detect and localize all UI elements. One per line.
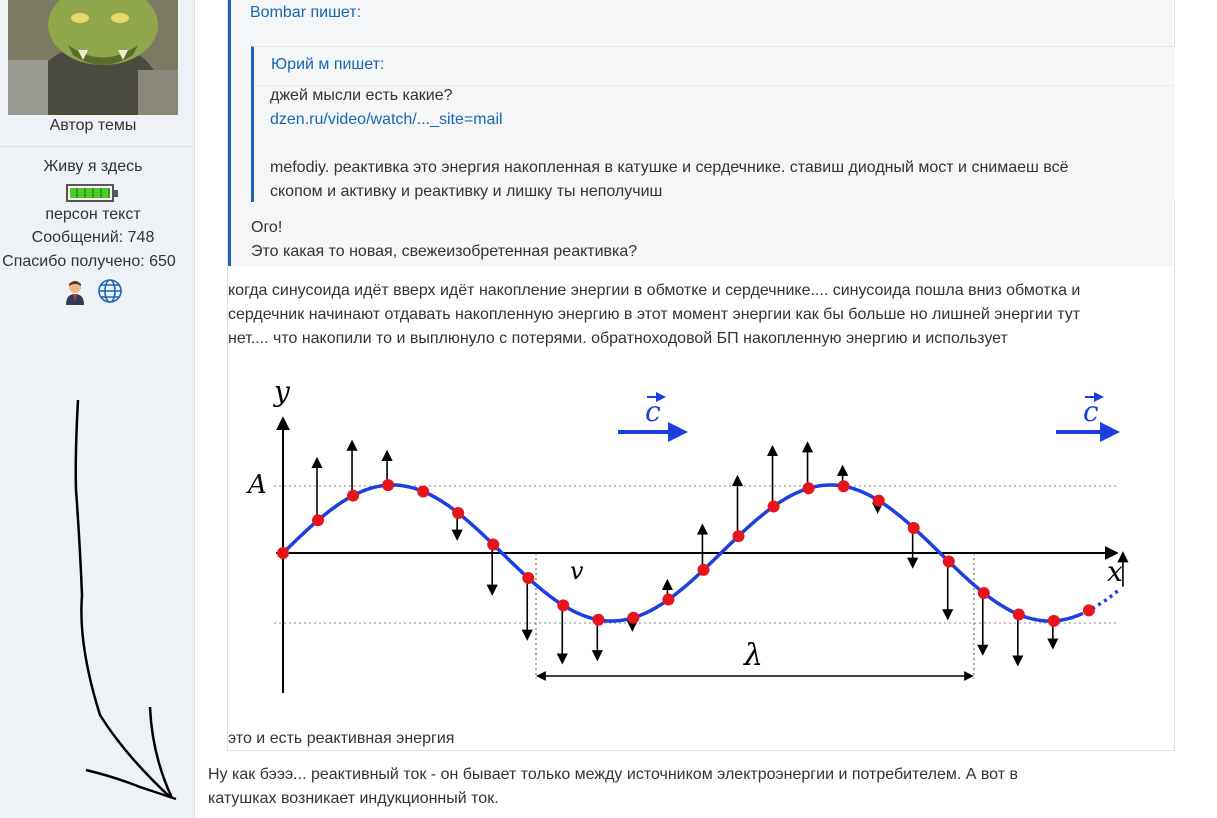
wave-point bbox=[1083, 604, 1095, 616]
wave-point bbox=[557, 599, 569, 611]
thanks-count: Спасибо получено: 650 bbox=[2, 253, 176, 270]
wave-point bbox=[1013, 609, 1025, 621]
reply-line: катушках возникает индукционный ток. bbox=[208, 790, 499, 807]
avatar[interactable] bbox=[8, 0, 178, 115]
wave-diagram[interactable] bbox=[234, 349, 1150, 725]
quote-container bbox=[227, 0, 1175, 751]
axes bbox=[274, 419, 1118, 693]
divider bbox=[0, 146, 194, 147]
wave-point bbox=[452, 507, 464, 519]
post-content bbox=[196, 0, 1217, 818]
quote-author[interactable]: Bombar пишет: bbox=[250, 4, 362, 21]
video-link[interactable]: dzen.ru/video/watch/..._site=mail bbox=[270, 111, 503, 128]
wave-point bbox=[733, 530, 745, 542]
post-text: нет.... что накопили то и выплюнуло с потерями. обратноходовой БП накопленную энергию и использует bbox=[228, 330, 1008, 347]
reply-line: Ну как бэээ... реактивный ток - он бывает только между источником электроэнергии и потребителем. А вот в bbox=[208, 766, 1018, 783]
quote-text: джей мысли есть какие? bbox=[270, 87, 453, 104]
quote-yuriy bbox=[251, 46, 1175, 202]
user-status: Живу я здесь bbox=[43, 158, 143, 175]
post-caption: это и есть реактивная энергия bbox=[228, 730, 455, 747]
quote-author[interactable]: Юрий м пишет: bbox=[271, 56, 385, 73]
wave-point bbox=[312, 514, 324, 526]
amplitude-label: A bbox=[248, 470, 267, 500]
user-icon[interactable] bbox=[66, 281, 84, 305]
wave-point bbox=[908, 522, 920, 534]
author-label: Автор темы bbox=[49, 117, 137, 134]
wave-point bbox=[522, 572, 534, 584]
wave-point bbox=[662, 594, 674, 606]
wave-point bbox=[838, 480, 850, 492]
y-axis-label: y bbox=[274, 375, 290, 408]
wave-point bbox=[768, 501, 780, 513]
wave-velocity-arrow-2 bbox=[1056, 395, 1116, 432]
wave-point bbox=[978, 587, 990, 599]
post-text: когда синусоида идёт вверх идёт накопление энергии в обмотке и сердечнике.... синусоида пошла вниз обмотка и bbox=[228, 282, 1081, 299]
user-title: персон текст bbox=[45, 206, 141, 223]
wave-point bbox=[417, 486, 429, 498]
hand-drawn-arrow bbox=[70, 395, 185, 810]
velocity-label: v bbox=[570, 557, 584, 585]
wave-point bbox=[627, 612, 639, 624]
quote-header-bar bbox=[254, 47, 1175, 86]
user-icons bbox=[62, 278, 132, 306]
quote-text: mefodiy. реактивка это энергия накопленная в катушке и сердечнике. ставиш диодный мост и снимаеш всё bbox=[270, 159, 1069, 176]
quote-text: Это какая то новая, свежеизобретенная реактивка? bbox=[251, 243, 638, 260]
messages-count: Сообщений: 748 bbox=[31, 229, 155, 246]
wave-point bbox=[1048, 615, 1060, 627]
wave-point bbox=[347, 490, 359, 502]
wave-point bbox=[592, 614, 604, 626]
wavelength-label: λ bbox=[744, 638, 764, 673]
svg-text:c: c bbox=[645, 395, 661, 428]
reply-text bbox=[208, 763, 1148, 811]
wave-svg bbox=[234, 349, 1150, 725]
x-axis-label: x bbox=[1107, 555, 1123, 588]
wave-point bbox=[487, 539, 499, 551]
post-text: сердечник начинают отдавать накопленную энергию в этот момент энергии как бы больше но лишней энергии тут bbox=[228, 306, 1081, 323]
wave-point bbox=[803, 482, 815, 494]
wave-point bbox=[943, 556, 955, 568]
wave-point bbox=[277, 547, 289, 559]
quote-text: скопом и активку и реактивку и лишку ты неполучиш bbox=[270, 183, 663, 200]
user-sidebar bbox=[0, 0, 195, 818]
quote-text: Ого! bbox=[251, 219, 283, 236]
wave-point bbox=[382, 479, 394, 491]
globe-icon[interactable] bbox=[99, 280, 121, 302]
wave-point bbox=[698, 564, 710, 576]
battery-icon bbox=[66, 184, 114, 202]
wave-velocity-arrow-1 bbox=[618, 395, 684, 432]
wave-point bbox=[873, 495, 885, 507]
quote-bombar bbox=[228, 0, 1173, 266]
svg-text:c: c bbox=[1083, 395, 1099, 428]
